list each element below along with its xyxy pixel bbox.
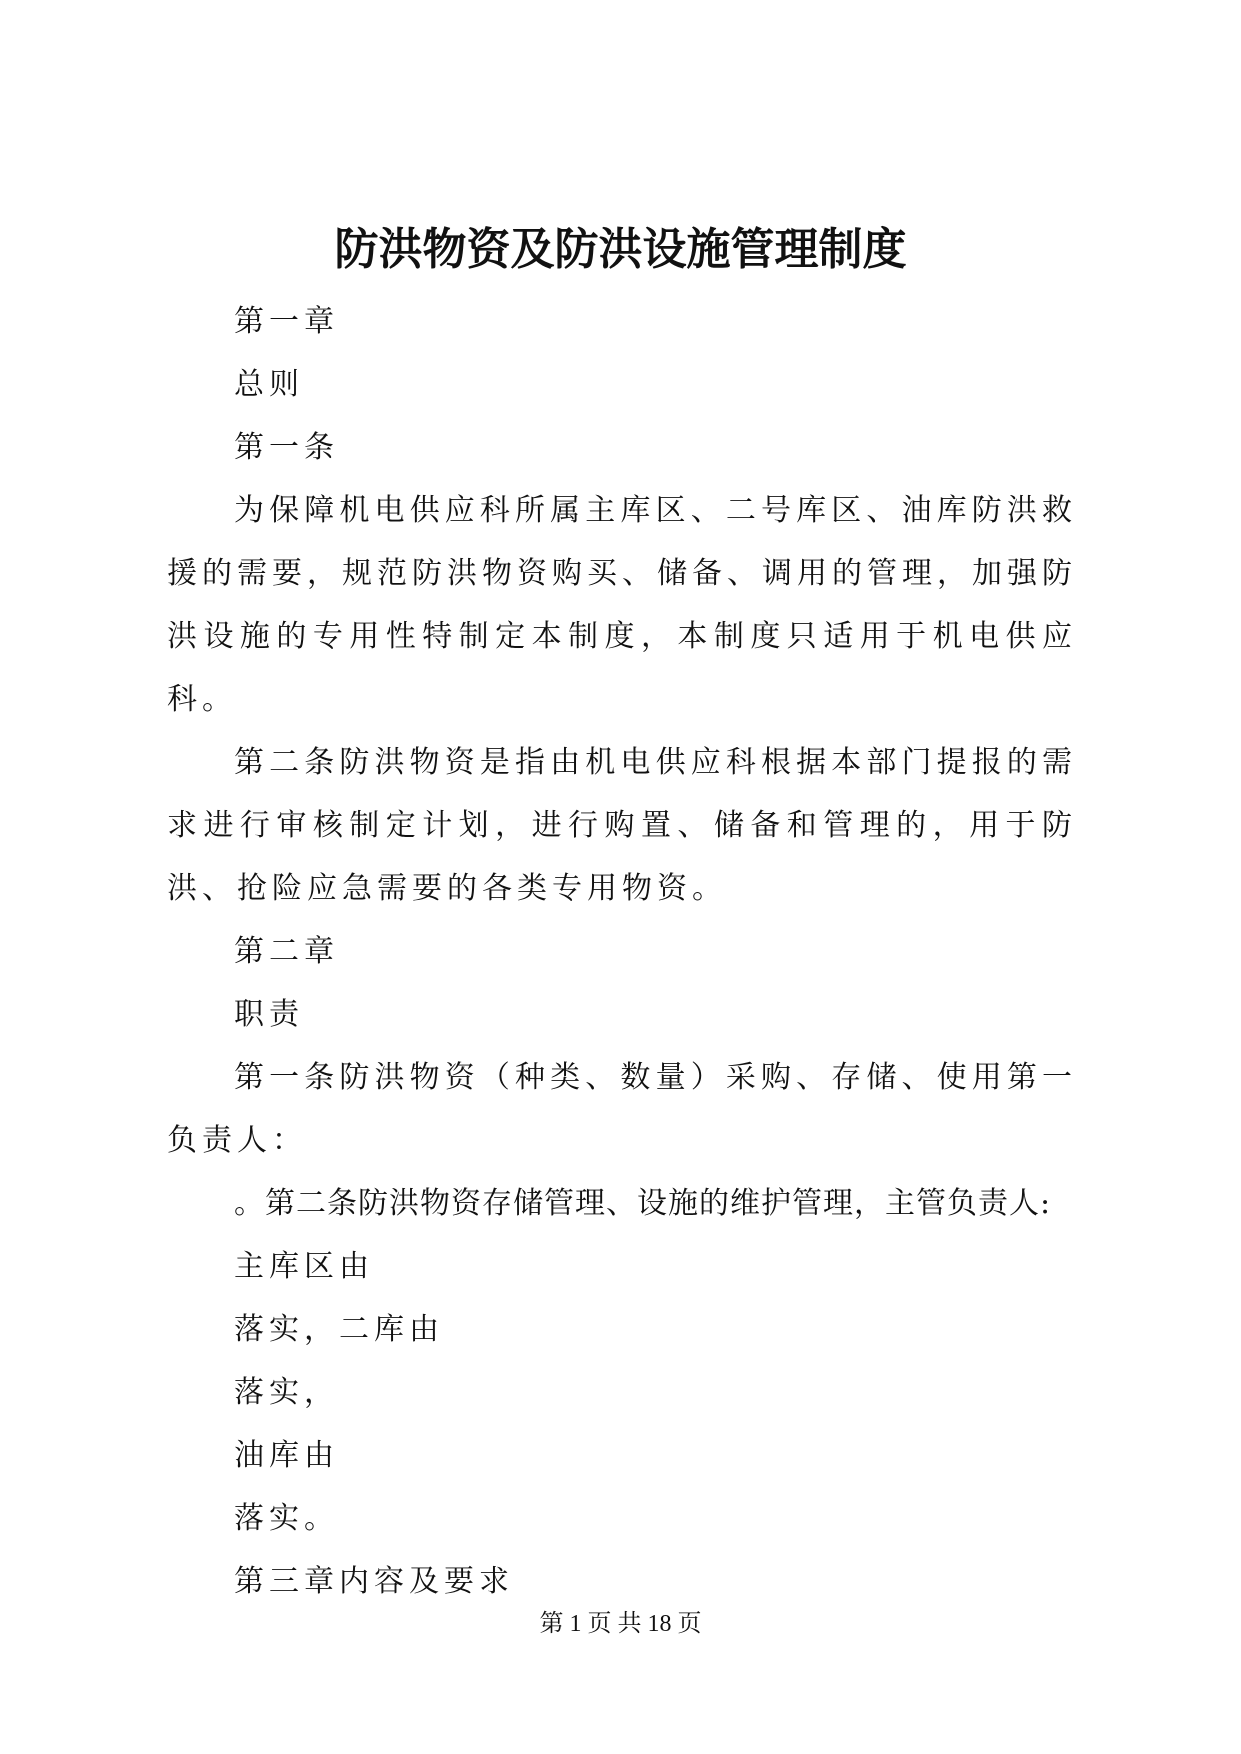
paragraph-second-area: 落实，二库由: [234, 1312, 444, 1347]
paragraph-article-1: 第一条: [234, 430, 339, 465]
paragraph-implement: 落实，: [234, 1375, 339, 1410]
paragraph-implement-end: 落实。: [234, 1501, 339, 1536]
document-title: 防洪物资及防洪设施管理制度: [334, 224, 907, 275]
paragraph-purpose: 为保障机电供应科所属主库区、二号库区、油库防洪救援的需要，规范防洪物资购买、储备、调用的管理，加强防洪设施的专用性特制定本制度，本制度只适用于机电供应科。: [167, 493, 1077, 717]
paragraph-oil-depot: 油库由: [234, 1438, 339, 1473]
paragraph-duty-article-1: 第一条防洪物资（种类、数量）采购、存储、使用第一负责人：: [167, 1060, 1077, 1158]
paragraph-general-principles: 总则: [234, 367, 304, 402]
paragraph-chapter-2: 第二章: [234, 934, 339, 969]
paragraph-chapter-3: 第三章内容及要求: [234, 1564, 514, 1599]
page-number: 第 1 页 共 18 页: [539, 1611, 702, 1637]
paragraph-main-area: 主库区由: [234, 1249, 374, 1284]
document-body: [167, 290, 1077, 1613]
paragraph-article-2-definition: 第二条防洪物资是指由机电供应科根据本部门提报的需求进行审核制定计划，进行购置、储备和管理的，用于防洪、抢险应急需要的各类专用物资。: [167, 745, 1077, 906]
paragraph-duty-article-2: 。第二条防洪物资存储管理、设施的维护管理，主管负责人:: [234, 1186, 1052, 1221]
paragraph-duties: 职责: [234, 997, 304, 1032]
paragraph-chapter-1: 第一章: [234, 304, 339, 339]
